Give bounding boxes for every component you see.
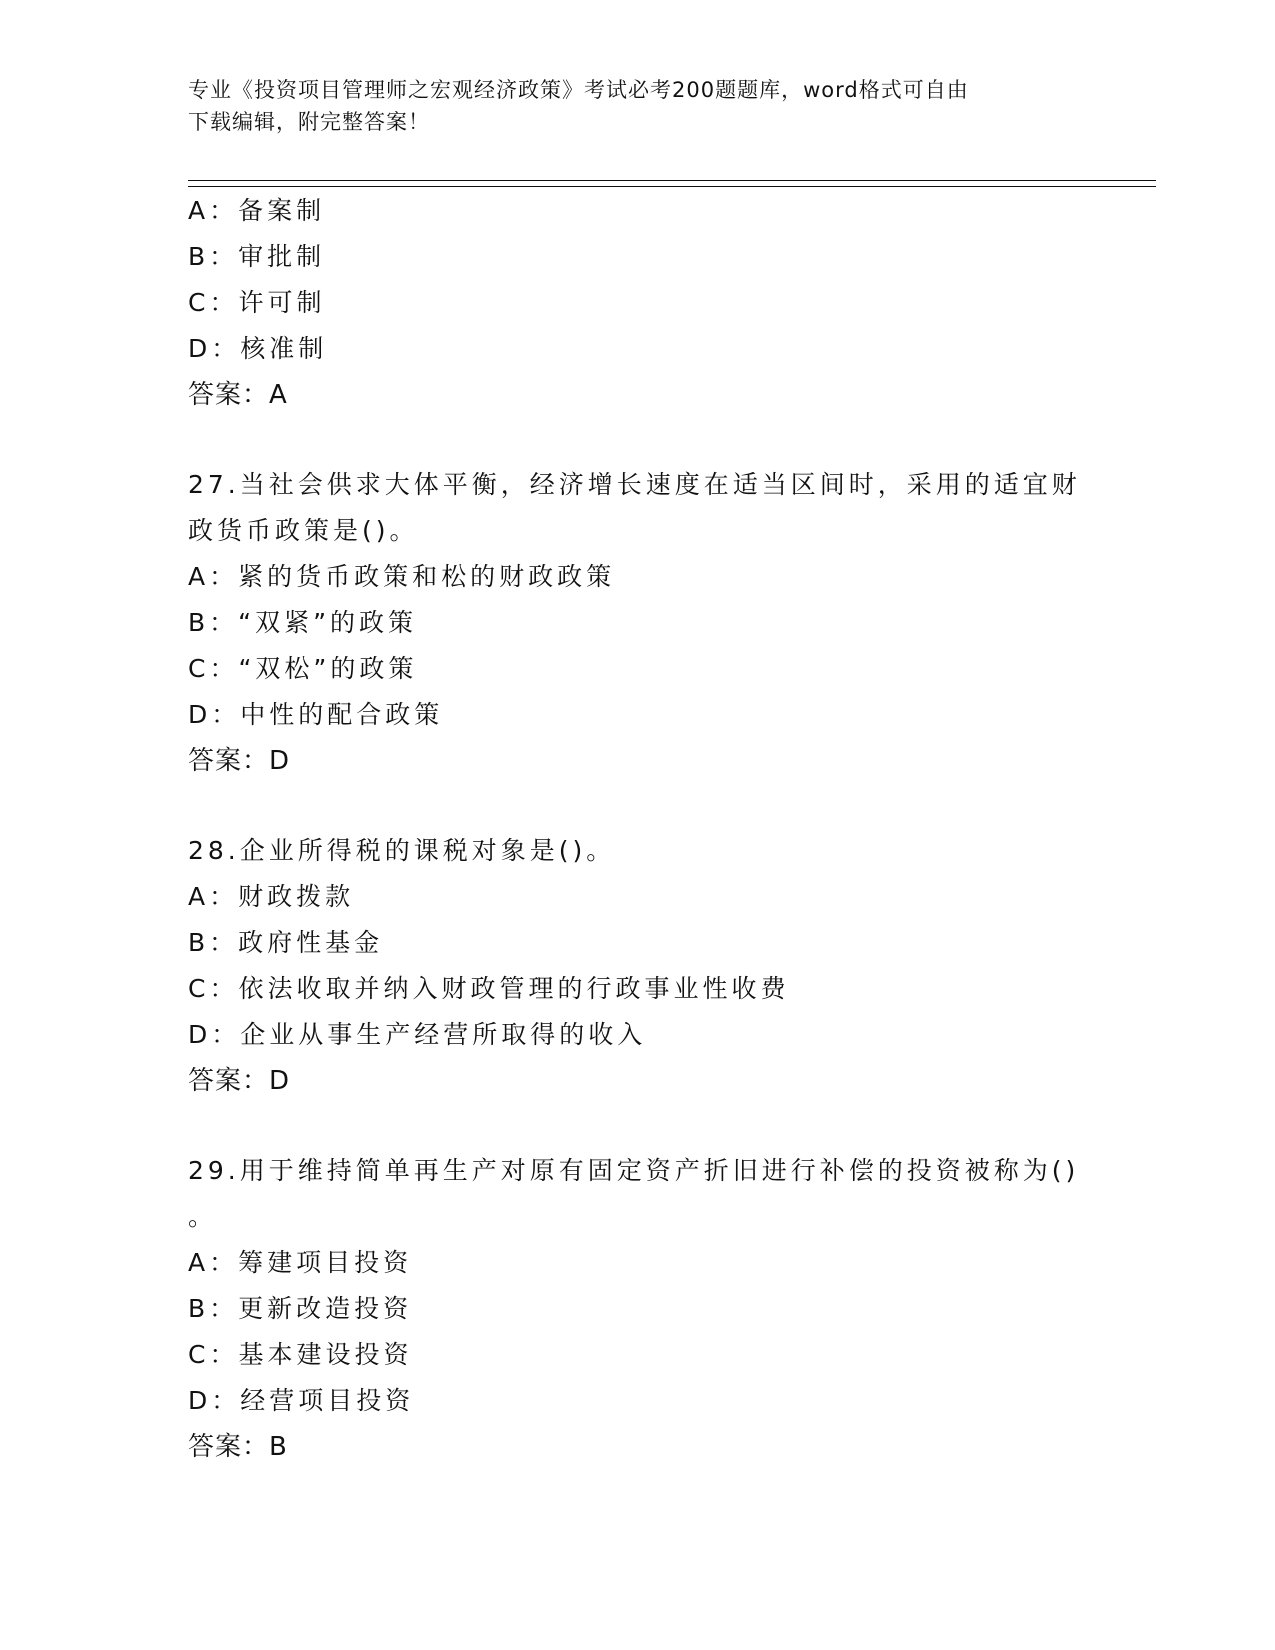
option-a: A：财政拨款: [188, 882, 355, 911]
answer: 答案：D: [188, 1066, 291, 1096]
option-c: C：“双松”的政策: [188, 654, 418, 683]
option-a: A：备案制: [188, 196, 326, 225]
option-b: B：“双紧”的政策: [188, 608, 418, 637]
header-line-2: 下载编辑，附完整答案！: [188, 110, 430, 134]
question-stem-line-2: 。: [188, 1202, 218, 1231]
answer: 答案：D: [188, 746, 291, 776]
question-stem-line-1: 27.当社会供求大体平衡，经济增长速度在适当区间时，采用的适宜财: [188, 470, 1081, 499]
option-d: D：中性的配合政策: [188, 700, 444, 729]
question-stem-line-1: 29.用于维持简单再生产对原有固定资产折旧进行补偿的投资被称为(): [188, 1156, 1080, 1185]
option-c: C：许可制: [188, 288, 326, 317]
option-b: B：政府性基金: [188, 928, 384, 957]
question-28: [188, 828, 1088, 1104]
option-a: A：紧的货币政策和松的财政政策: [188, 562, 616, 591]
header-line-1: 专业《投资项目管理师之宏观经济政策》考试必考200题题库，word格式可自由: [188, 78, 969, 102]
question-stem-line-1: 28.企业所得税的课税对象是()。: [188, 836, 616, 865]
option-d: D：经营项目投资: [188, 1386, 415, 1415]
option-d: D：企业从事生产经营所取得的收入: [188, 1020, 647, 1049]
option-b: B：审批制: [188, 242, 326, 271]
question-29: [188, 1148, 1088, 1470]
answer: 答案：B: [188, 1432, 288, 1462]
option-b: B：更新改造投资: [188, 1294, 413, 1323]
question-26: [188, 188, 1088, 418]
option-c: C：依法收取并纳入财政管理的行政事业性收费: [188, 974, 790, 1003]
answer: 答案：A: [188, 380, 288, 410]
option-d: D：核准制: [188, 334, 328, 363]
option-c: C：基本建设投资: [188, 1340, 413, 1369]
option-a: A：筹建项目投资: [188, 1248, 413, 1277]
header-divider: [188, 180, 1156, 187]
question-27: [188, 462, 1088, 784]
document-header: [188, 74, 1088, 138]
question-list: [188, 188, 1088, 1470]
question-stem-line-2: 政货币政策是()。: [188, 516, 419, 545]
